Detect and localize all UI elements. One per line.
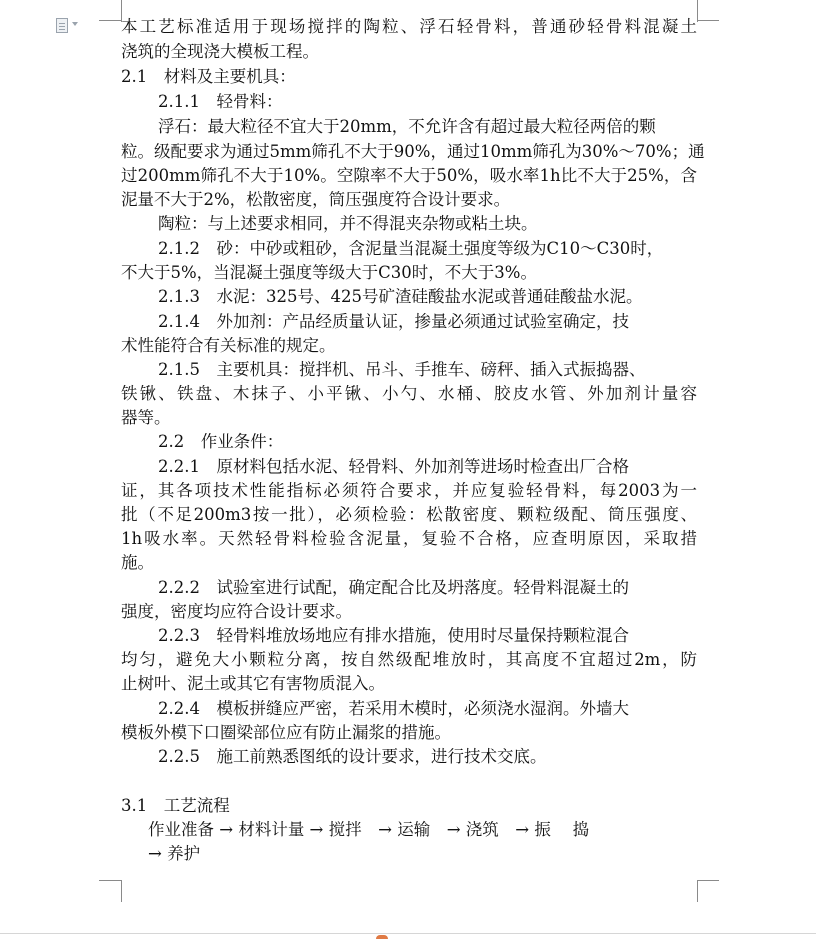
document-icon[interactable] bbox=[56, 18, 68, 33]
crop-mark-bottom-right-h bbox=[697, 880, 719, 881]
text-line: 施。 bbox=[121, 553, 154, 572]
text-line: 不大于5%，当混凝土强度等级大于C30时，不大于3%。 bbox=[121, 263, 537, 282]
section-heading: 2.2 作业条件： bbox=[158, 432, 284, 451]
text-line: 浮石：最大粒径不宜大于20mm，不允许含有超过最大粒径两倍的颗 bbox=[158, 117, 656, 136]
text-line: 证，其各项技术性能指标必须符合要求，并应复验轻骨料，每2003为一 bbox=[121, 481, 697, 500]
text-line: 粒。级配要求为通过5mm筛孔不大于90%，通过10mm筛孔为30%～70%；通 bbox=[121, 142, 705, 161]
text-line: 2.1.4 外加剂：产品经质量认证，掺量必须通过试验室确定，技 bbox=[158, 312, 629, 331]
text-line: 均匀，避免大小颗粒分离，按自然级配堆放时，其高度不宜超过2m，防 bbox=[121, 650, 697, 669]
process-flow: → 养护 bbox=[148, 844, 201, 863]
crop-mark-bottom-left-h bbox=[99, 880, 121, 881]
text-line: 2.2.3 轻骨料堆放场地应有排水措施，使用时尽量保持颗粒混合 bbox=[158, 626, 629, 645]
crop-mark-top-left-h bbox=[99, 20, 121, 21]
process-flow: 作业准备 → 材料计量 → 搅拌 → 运输 → 浇筑 → 振 捣 bbox=[148, 820, 590, 839]
text-line: 本工艺标准适用于现场搅拌的陶粒、浮石轻骨料，普通砂轻骨料混凝土 bbox=[121, 17, 697, 36]
next-page-mark bbox=[376, 935, 388, 939]
crop-mark-bottom-left-v bbox=[121, 880, 122, 902]
crop-mark-top-right-h bbox=[697, 20, 719, 21]
text-line: 术性能符合有关标准的规定。 bbox=[121, 336, 336, 355]
text-line: 2.1.2 砂：中砂或粗砂，含泥量当混凝土强度等级为C10～C30时， bbox=[158, 239, 664, 258]
subsection-heading: 2.1.1 轻骨料： bbox=[158, 92, 283, 111]
crop-mark-top-right-v bbox=[697, 0, 698, 22]
text-line: 2.1.5 主要机具：搅拌机、吊斗、手推车、磅秤、插入式振捣器、 bbox=[158, 360, 646, 379]
text-line: 2.2.2 试验室进行试配，确定配合比及坍落度。轻骨料混凝土的 bbox=[158, 578, 629, 597]
text-line: 浇筑的全现浇大模板工程。 bbox=[121, 42, 319, 61]
text-line: 1h吸水率。天然轻骨料检验含泥量，复验不合格，应查明原因，采取措 bbox=[121, 529, 697, 548]
text-line: 铁锹、铁盘、木抹子、小平锹、小勺、水桶、胶皮水管、外加剂计量容 bbox=[121, 384, 697, 403]
text-line: 2.2.5 施工前熟悉图纸的设计要求，进行技术交底。 bbox=[158, 747, 547, 766]
text-line: 止树叶、泥土或其它有害物质混入。 bbox=[121, 674, 385, 693]
crop-mark-bottom-right-v bbox=[697, 880, 698, 902]
text-line: 2.2.4 模板拼缝应严密，若采用木模时，必须浇水湿润。外墙大 bbox=[158, 699, 629, 718]
text-line: 过200mm筛孔不大于10%。空隙率不大于50%，吸水率1h比不大于25%，含 bbox=[121, 166, 697, 185]
page-boundary bbox=[0, 933, 816, 934]
text-line: 泥量不大于2%，松散密度，筒压强度符合设计要求。 bbox=[121, 190, 511, 209]
text-line: 强度，密度均应符合设计要求。 bbox=[121, 602, 352, 621]
section-heading: 2.1 材料及主要机具： bbox=[121, 67, 296, 86]
text-line: 批（不足200m3按一批），必须检验：松散密度、颗粒级配、筒压强度、 bbox=[121, 505, 697, 524]
text-line: 模板外模下口圈梁部位应有防止漏浆的措施。 bbox=[121, 723, 451, 742]
section-heading: 3.1 工艺流程 bbox=[121, 796, 230, 815]
text-line: 陶粒：与上述要求相同，并不得混夹杂物或粘土块。 bbox=[158, 214, 538, 233]
text-line: 2.2.1 原材料包括水泥、轻骨料、外加剂等进场时检查出厂合格 bbox=[158, 457, 629, 476]
text-line: 2.1.3 水泥：325号、425号矿渣硅酸盐水泥或普通硅酸盐水泥。 bbox=[158, 287, 643, 306]
text-line: 器等。 bbox=[121, 408, 171, 427]
chevron-down-icon[interactable] bbox=[72, 22, 78, 26]
